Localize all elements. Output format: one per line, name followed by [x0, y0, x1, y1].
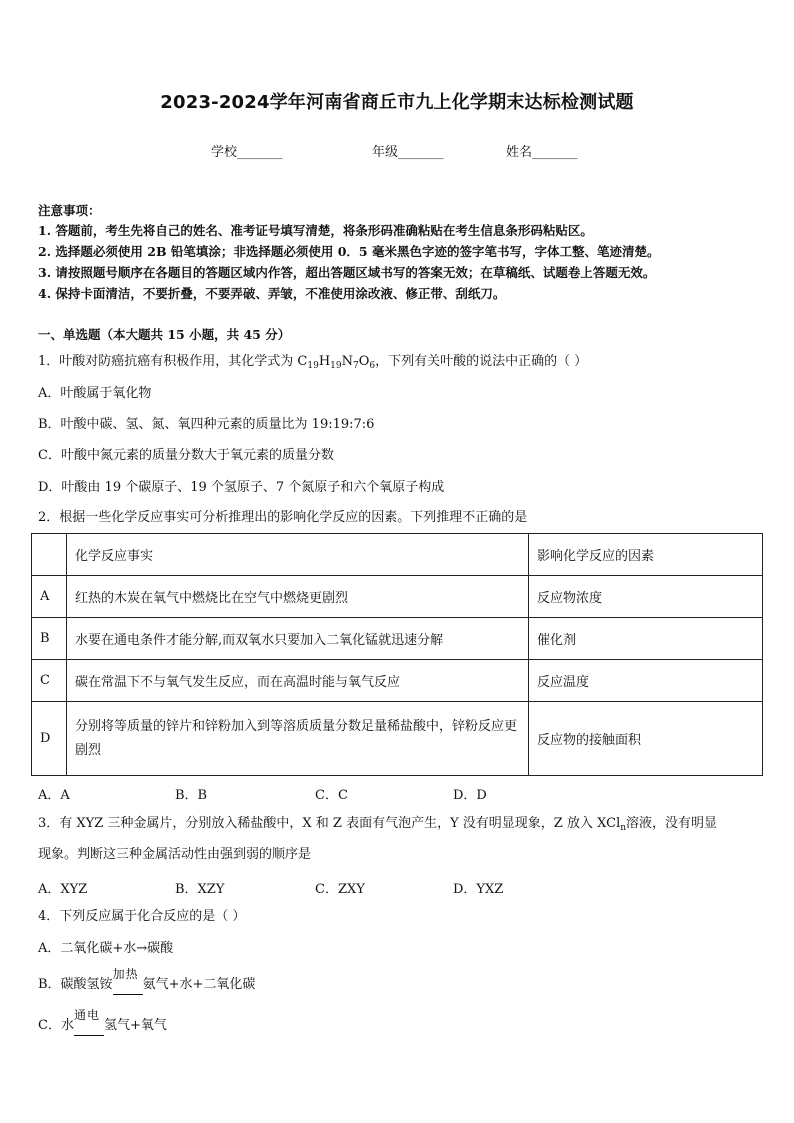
q3-stem-tail: 溶液，没有明显 [626, 816, 718, 831]
notice-heading: 注意事项： [38, 203, 101, 218]
page-title: 2023-2024学年河南省商丘市九上化学期末达标检测试题 [160, 92, 634, 113]
table-cell: A [32, 576, 67, 618]
q4c-reactant: C．水 [38, 1018, 74, 1033]
table-cell: 碳在常温下不与氧气发生反应，而在高温时能与氧气反应 [67, 660, 529, 702]
table-header-cell [32, 534, 67, 576]
table-row [32, 618, 763, 660]
question-3-option-d[interactable]: D．YXZ [453, 882, 504, 897]
question-1-option-c[interactable]: C．叶酸中氮元素的质量分数大于氧元素的质量分数 [38, 448, 334, 463]
table-cell: 分别将等质量的锌片和锌粉加入到等溶质质量分数足量稀盐酸中，锌粉反应更剧烈 [67, 702, 529, 776]
q1-o: O [358, 354, 370, 369]
school-field[interactable]: 学校_______ [211, 145, 283, 160]
q4c-reaction-arrow [73, 1008, 104, 1036]
q4b-reaction-arrow [112, 967, 143, 995]
notice-item-1: 1. 答题前，考生先将自己的姓名、准考证号填写清楚，将条形码准确粘贴在考生信息条形码粘贴区。 [38, 223, 593, 238]
table-cell: C [32, 660, 67, 702]
question-1-option-a[interactable]: A．叶酸属于氧化物 [38, 386, 152, 401]
grade-field[interactable]: 年级_______ [372, 145, 444, 160]
notice-item-4: 4. 保持卡面清洁，不要折叠，不要弄破、弄皱，不准使用涂改液、修正带、刮纸刀。 [38, 286, 506, 301]
question-3-option-b[interactable]: B．XZY [175, 882, 225, 897]
question-2-option-d[interactable]: D．D [453, 788, 487, 803]
q1-sub-c: 19 [307, 361, 319, 371]
q3-stem-text: 3．有 XYZ 三种金属片，分别放入稀盐酸中，X 和 Z 表面有气泡产生，Y 没有明显现象，Z 放入 XCl [38, 816, 621, 831]
table-cell: 反应温度 [529, 660, 763, 702]
q4b-reactant: B．碳酸氢铵 [38, 977, 113, 992]
table-cell: 反应物的接触面积 [529, 702, 763, 776]
table-header-cell: 影响化学反应的因素 [529, 534, 763, 576]
question-2-option-b[interactable]: B．B [175, 788, 208, 803]
table-cell: D [32, 702, 67, 776]
q1-h: H [318, 354, 331, 369]
q1-sub-n: 7 [352, 361, 359, 371]
question-4-option-c[interactable] [38, 1008, 167, 1036]
table-cell: 反应物浓度 [529, 576, 763, 618]
question-3-stem-line1 [38, 815, 717, 833]
question-1-option-b[interactable]: B．叶酸中碳、氢、氮、氧四种元素的质量比为 19:19:7:6 [38, 417, 375, 432]
question-2-option-c[interactable]: C．C [315, 788, 348, 803]
section-heading: 一、单选题（本大题共 15 小题，共 45 分） [38, 327, 291, 342]
notice-item-2: 2. 选择题必须使用 2B 铅笔填涂；非选择题必须使用 0．5 毫米黑色字迹的签字笔书写，字体工整、笔迹清楚。 [38, 244, 660, 259]
table-cell: 红热的木炭在氧气中燃烧比在空气中燃烧更剧烈 [67, 576, 529, 618]
q1-sub-h: 19 [330, 361, 342, 371]
table-row [32, 576, 763, 618]
q4b-condition: 加热 [112, 967, 139, 981]
question-2-stem: 2．根据一些化学反应事实可分析推理出的影响化学反应的因素。下列推理不正确的是 [38, 510, 528, 525]
q3-sub-n: n [620, 823, 627, 833]
table-row [32, 660, 763, 702]
table-cell: B [32, 618, 67, 660]
question-4-option-a[interactable]: A．二氧化碳+水→碳酸 [38, 941, 174, 956]
question-3-option-c[interactable]: C．ZXY [315, 882, 365, 897]
question-1-option-d[interactable]: D．叶酸由 19 个碳原子、19 个氢原子、7 个氮原子和六个氧原子构成 [38, 480, 445, 495]
question-3-option-a[interactable]: A．XYZ [38, 882, 88, 897]
q4b-products: 氨气+水+二氧化碳 [142, 977, 256, 992]
question-2-table [31, 533, 763, 776]
table-header-row [32, 534, 763, 576]
q1-stem-tail: ，下列有关叶酸的说法中正确的（ ） [375, 354, 588, 369]
notice-item-3: 3. 请按照题号顺序在各题目的答题区域内作答，超出答题区域书写的答案无效；在草稿纸、试题卷上答题无效。 [38, 265, 656, 280]
table-row [32, 702, 763, 776]
question-1-stem [38, 353, 587, 371]
q1-n: N [341, 354, 353, 369]
question-4-stem: 4．下列反应属于化合反应的是（ ） [38, 909, 246, 924]
q1-sub-o: 6 [369, 361, 376, 371]
question-3-stem-line2: 现象。判断这三种金属活动性由强到弱的顺序是 [38, 847, 312, 862]
question-2-option-a[interactable]: A．A [38, 788, 70, 803]
table-cell: 催化剂 [529, 618, 763, 660]
q4c-products: 氢气+氧气 [103, 1018, 167, 1033]
question-4-option-b[interactable] [38, 967, 256, 995]
q1-stem-text: 1．叶酸对防癌抗癌有积极作用，其化学式为 C [38, 354, 308, 369]
name-field[interactable]: 姓名_______ [506, 145, 578, 160]
table-cell: 水要在通电条件才能分解,而双氧水只要加入二氧化锰就迅速分解 [67, 618, 529, 660]
table-header-cell: 化学反应事实 [67, 534, 529, 576]
q4c-condition: 通电 [73, 1008, 100, 1022]
